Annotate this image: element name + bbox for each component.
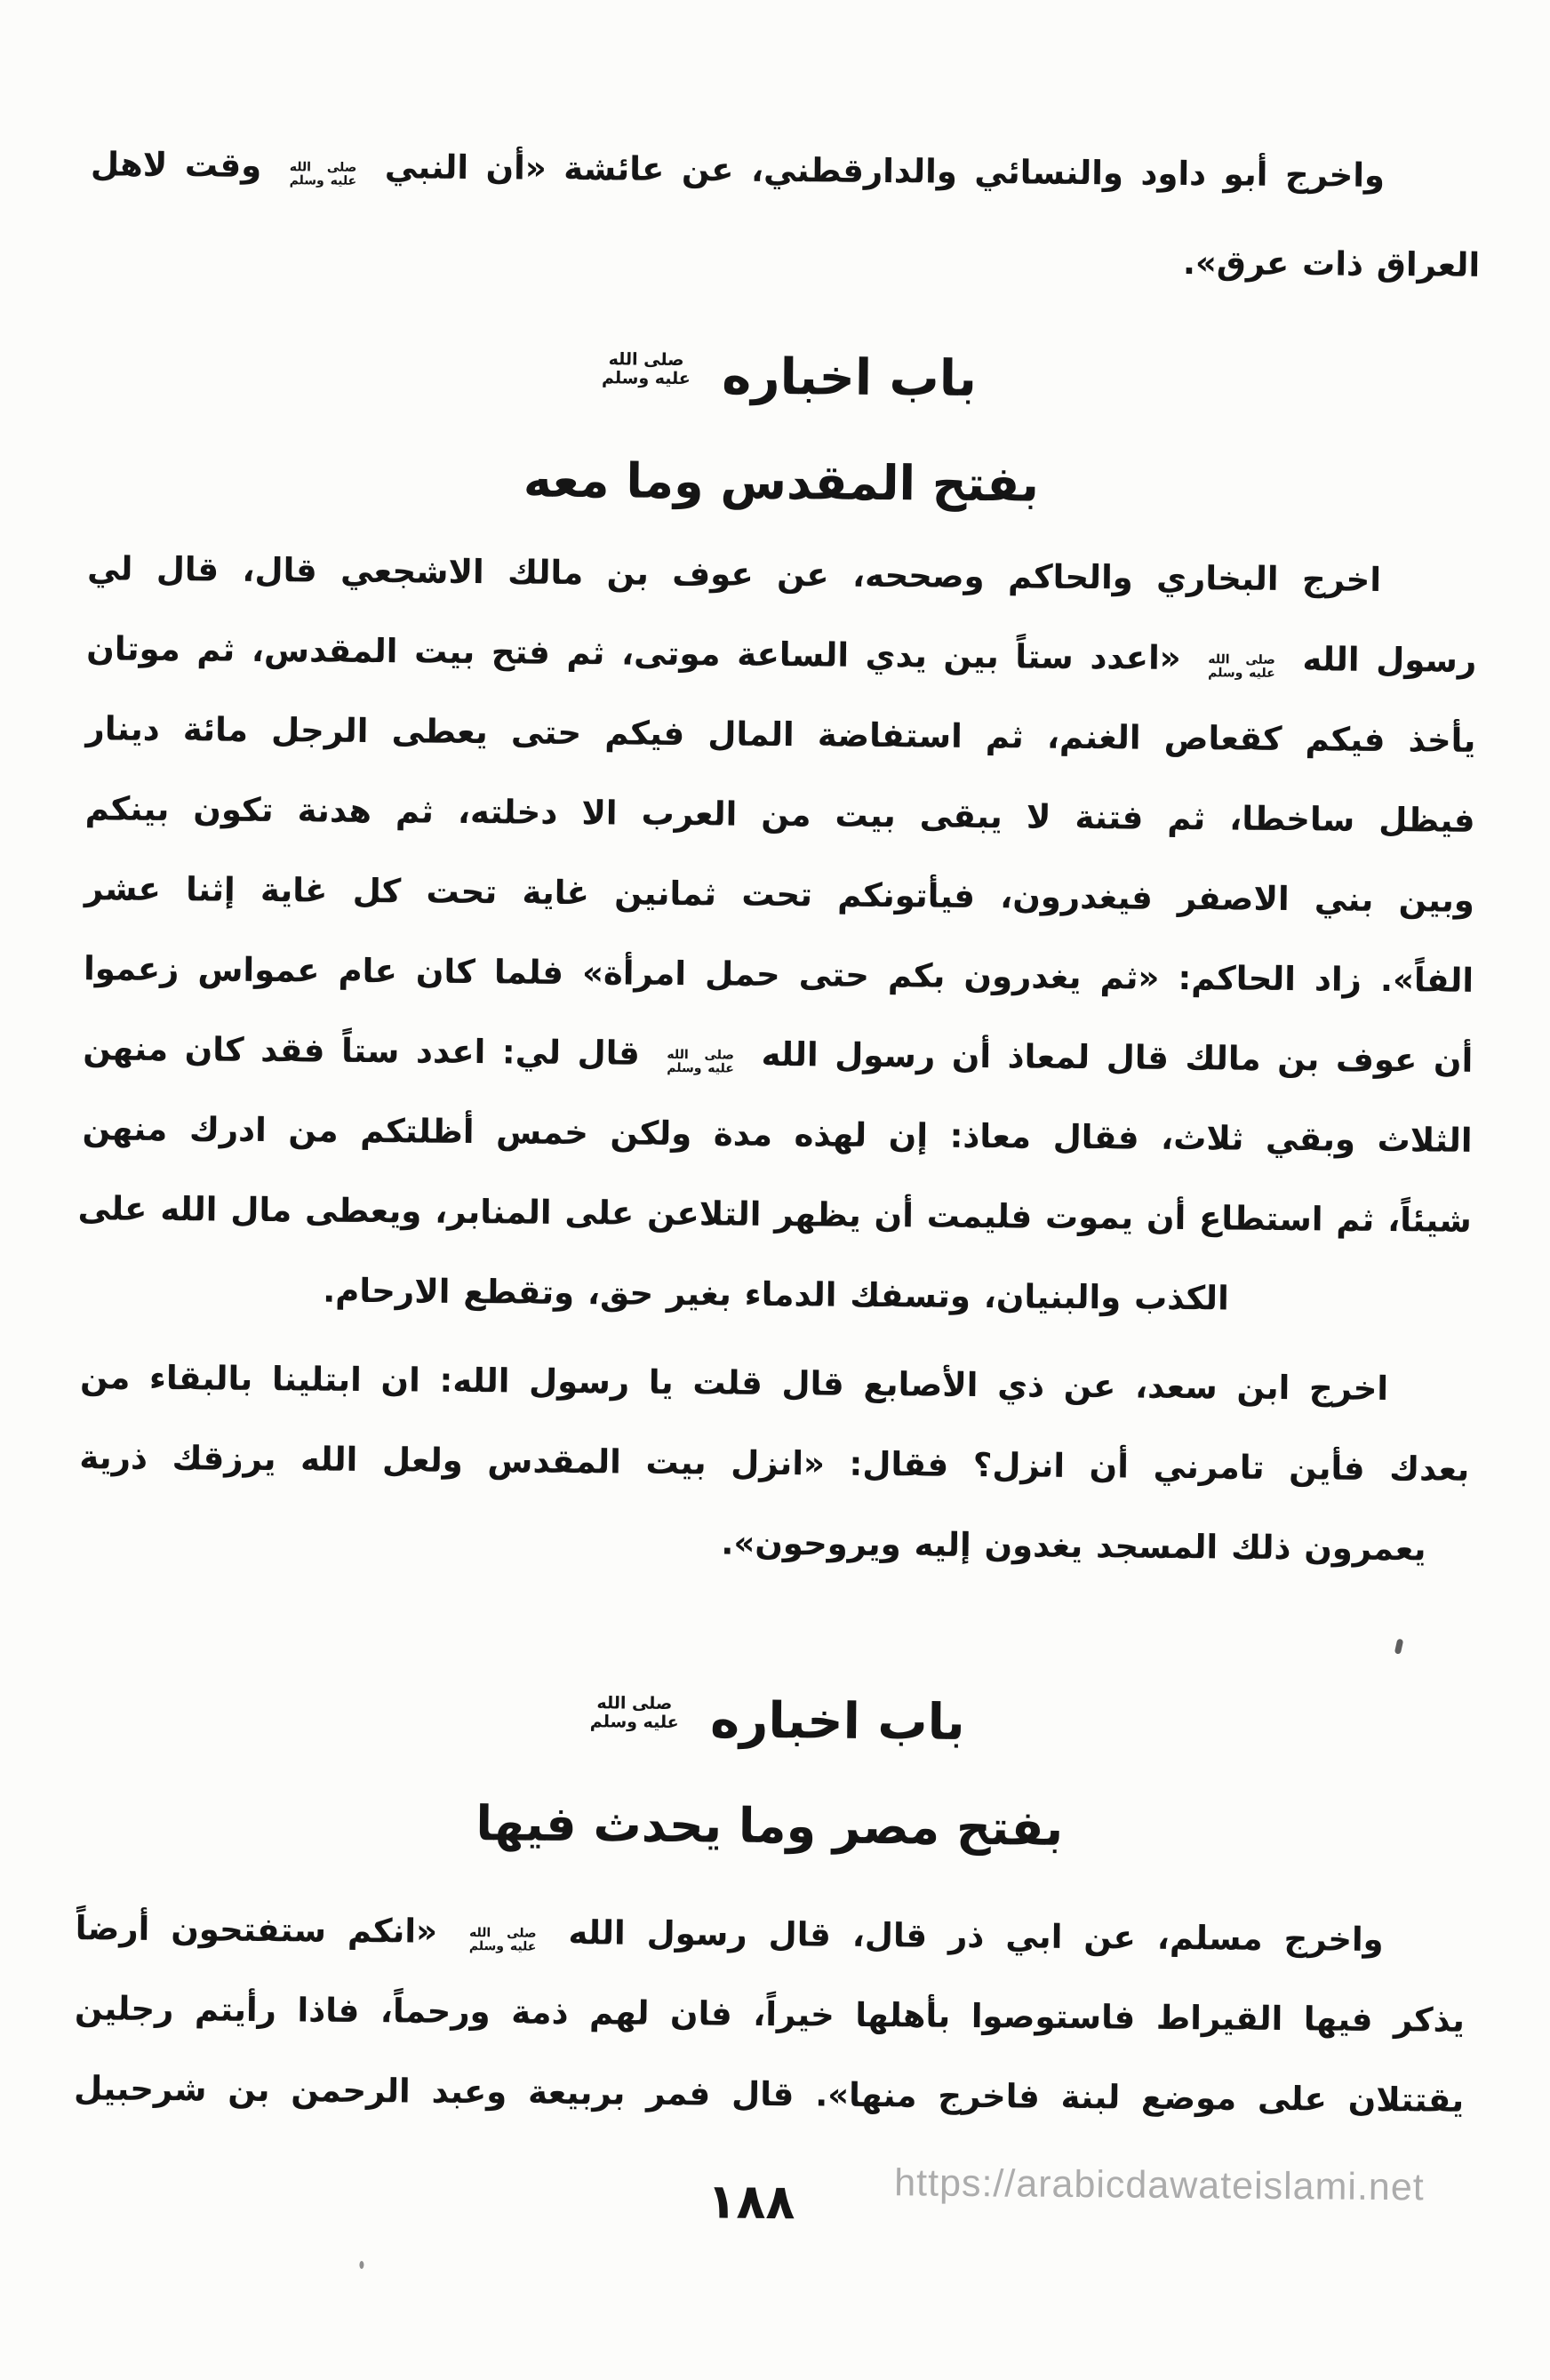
saws-bottom: عليه وسلم [468,1939,537,1954]
saws-honorific-icon [469,1927,537,1954]
text-line: الثلاث وبقي ثلاث، فقال معاذ: إن لهذه مدة ولكن خمس أظلتكم من ادرك منهن [82,1109,1473,1160]
saws-top: صلى الله [596,1693,673,1714]
watermark-url: https://arabicdawateislami.net [894,2161,1425,2209]
saws-honorific-icon [290,161,357,188]
saws-top: صلى الله [667,1047,735,1063]
text-segment: رسول الله [1302,640,1477,680]
text-line: يقتتلان على موضع لبنة فاخرج منها». قال فمر بربيعة وعبد الرحمن بن شرحبيل [73,2069,1465,2120]
saws-top: صلى الله [1208,652,1275,667]
saws-bottom: عليه وسلم [667,1060,734,1076]
saws-bottom: عليه وسلم [1208,666,1275,681]
saws-top: صلى الله [289,160,357,175]
page-number: ١٨٨ [707,2173,795,2231]
chapter-subtitle: بفتح مصر وما يحدث فيها [475,1795,1064,1857]
saws-honorific-icon [602,351,691,388]
chapter-heading-jerusalem [5,318,1550,541]
text-segment: «انكم ستفتحون أرضاً [75,1909,438,1951]
text-segment: واخرج أبو داود والنسائي والدارقطني، عن عائشة «أن النبي [384,148,1386,195]
text-line: يذكر فيها القيراط فاستوصوا بأهلها خيراً، فان لهم ذمة ورحماً، فاذا رأيتم رجلين [74,1989,1466,2040]
text-line: شيئاً، ثم استطاع أن يموت فليمت أن يظهر التلاعن على المنابر، ويعطى مال الله على [77,1189,1472,1240]
text-line: اخرج ابن سعد، عن ذي الأصابع قال قلت يا رسول الله: ان ابتلينا بالبقاء من [79,1358,1389,1409]
text-line: الفاً». زاد الحاكم: «ثم يغدرون بكم حتى حمل امرأة» فلما كان عام عمواس زعموا [83,949,1474,1000]
text-line: الكذب والبنيان، وتسفك الدماء بغير حق، وتقطع الارحام. [322,1271,1229,1318]
saws-bottom: عليه وسلم [589,1712,679,1733]
text-line: اخرج البخاري والحاكم وصححه، عن عوف بن مالك الاشجعي قال، قال لي [86,549,1382,599]
scan-speck [1394,1639,1404,1655]
chapter-title-line [6,318,1550,436]
saws-bottom: عليه وسلم [289,173,357,188]
text-line [83,1009,1474,1101]
text-line [86,609,1477,701]
text-line: بعدك فأين تامرني أن انزل؟ فقال: «انزل بيت المقدس ولعل الله يرزقك ذرية [79,1438,1470,1489]
chapter-heading-egypt [0,1662,1546,1885]
text-line: فيظل ساخطا، ثم فتنة لا يبقى بيت من العرب الا دخلته، ثم هدنة تكون بينكم [84,789,1475,840]
text-line [91,120,1482,221]
paragraph-intro [90,120,1482,310]
saws-top: صلى الله [608,349,684,371]
text-segment: قال لي: اعدد ستاً فقد كان منهن [83,1029,641,1073]
saws-honorific-icon [1208,653,1275,681]
chapter-title: باب اخباره [722,347,978,408]
text-line: يعمرون ذلك المسجد يغدون إليه ويروحون». [721,1523,1426,1569]
saws-top: صلى الله [468,1925,537,1941]
text-line: العراق ذات عرق». [1182,243,1481,284]
paragraph-hadith-awf [77,529,1478,1341]
chapter-title-line [0,1662,1546,1780]
saws-bottom: عليه وسلم [601,368,691,389]
text-segment: أن عوف بن مالك قال لمعاذ أن رسول الله [761,1034,1474,1080]
text-line [75,1889,1466,1981]
saws-honorific-icon [667,1049,734,1076]
paragraph-hadith-ibn-saad [78,1338,1470,1590]
text-segment: «اعدد ستاً بين يدي الساعة موتى، ثم فتح بيت المقدس، ثم موتان [86,629,1181,677]
text-line: يأخذ فيكم كقعاص الغنم، ثم استفاضة المال فيكم حتى يعطى الرجل مائة دينار [85,709,1476,760]
text-segment: واخرج مسلم، عن ابي ذر قال، قال رسول الله [568,1913,1384,1960]
saws-honorific-icon [590,1695,679,1732]
chapter-subtitle: بفتح المقدس وما معه [523,451,1040,513]
text-segment: وقت لاهل [90,145,262,185]
paragraph-hadith-muslim [74,1889,1466,2141]
text-line: وبين بني الاصفر فيغدرون، فيأتونكم تحت ثمانين غاية تحت كل غاية إثنا عشر [84,869,1475,920]
scan-speck [359,2261,364,2269]
chapter-title: باب اخباره [709,1691,965,1752]
